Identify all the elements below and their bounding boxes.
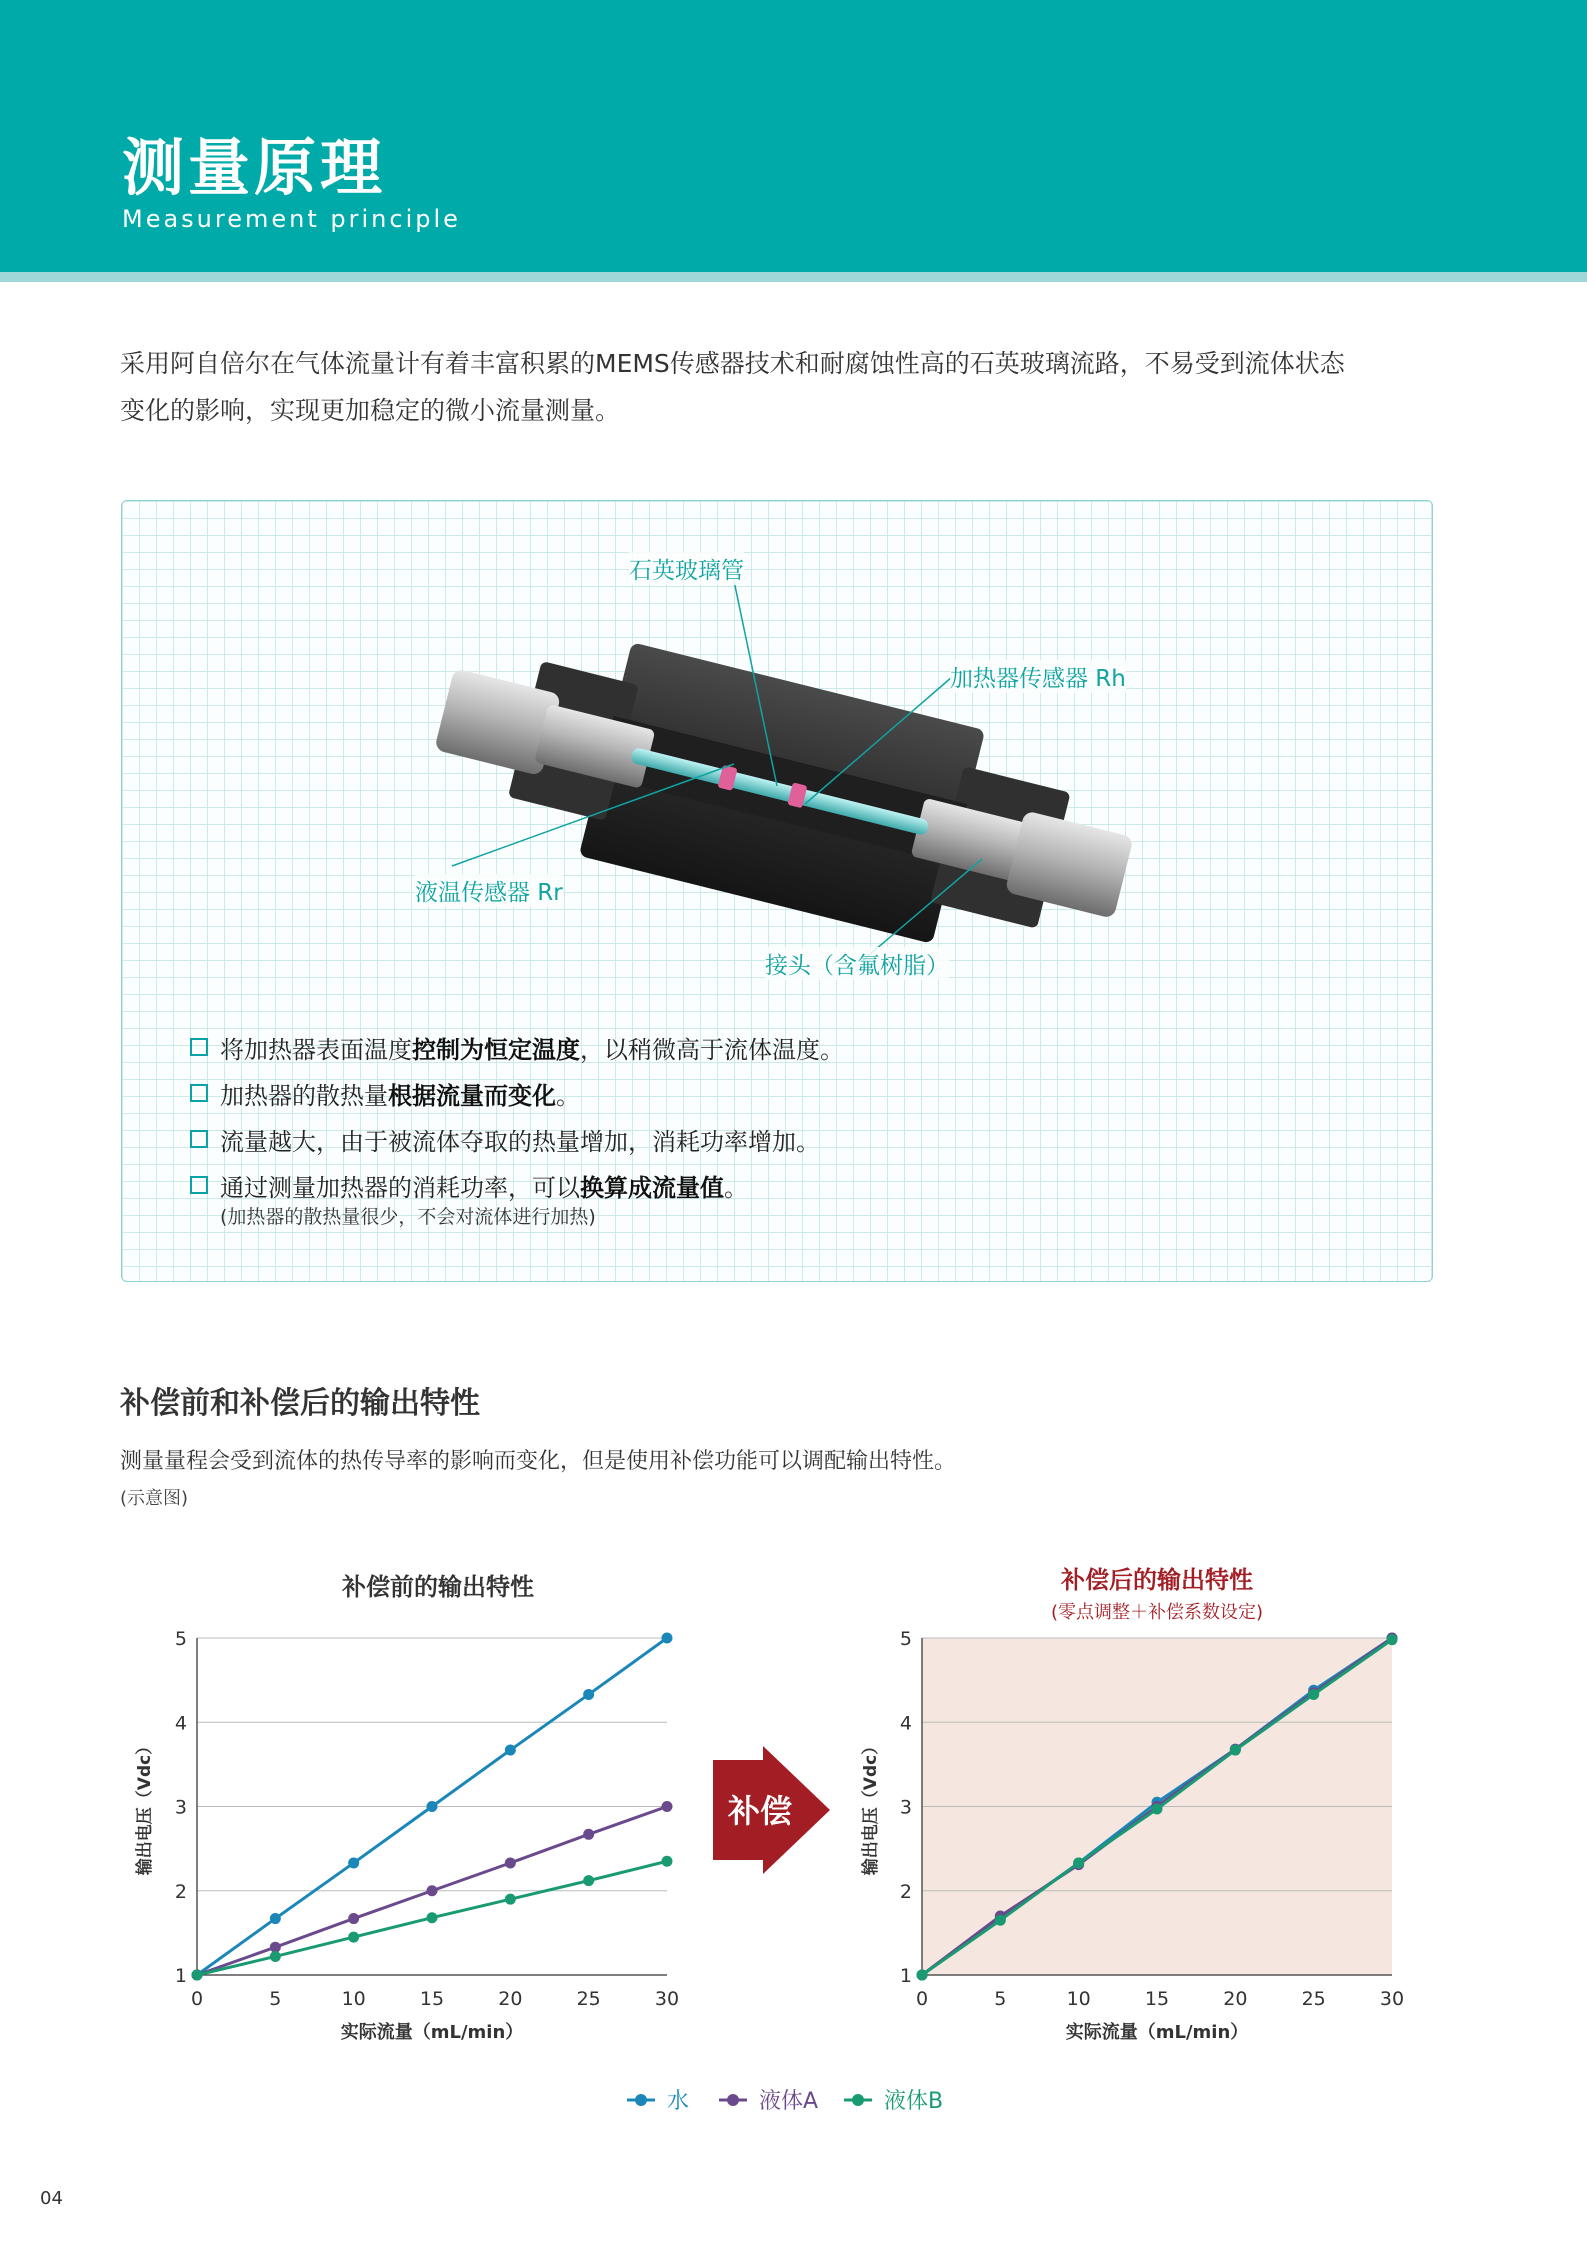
x-tick-label-after: 0 xyxy=(915,1988,929,2010)
data-point-liquid-b-after xyxy=(1152,1804,1163,1815)
x-tick-label-before: 30 xyxy=(654,1988,680,2010)
data-point-liquid-b-before xyxy=(583,1875,594,1886)
data-point-liquid-b-after xyxy=(1230,1745,1241,1756)
x-tick-label-before: 20 xyxy=(498,1988,523,2010)
section-text: 测量量程会受到流体的热传导率的影响而变化，但是使用补偿功能可以调配输出特性。 xyxy=(120,1449,957,1474)
data-point-water-before xyxy=(505,1745,516,1756)
list-item xyxy=(190,1024,844,1070)
x-axis-label-before: 实际流量（mL/min） xyxy=(340,2022,524,2043)
x-tick-label-before: 5 xyxy=(269,1988,282,2010)
callout-glass-tube: 石英玻璃管 xyxy=(629,552,744,585)
chart-title-after: 补偿后的输出特性 xyxy=(1061,1566,1253,1594)
y-axis-label-before: 输出电压（Vdc） xyxy=(135,1737,155,1876)
data-point-liquid-a-before xyxy=(348,1913,359,1924)
legend-marker-liquid-b xyxy=(852,2094,864,2106)
bullet-bold-text: 换算成流量值 xyxy=(580,1173,724,1202)
bullet-text: 。 xyxy=(556,1081,580,1110)
checkbox-square-icon xyxy=(190,1130,208,1148)
y-tick-label-before: 4 xyxy=(174,1712,187,1735)
list-item xyxy=(190,1070,844,1116)
data-point-liquid-b-after xyxy=(1073,1857,1084,1868)
chart-subtitle-after: (零点调整＋补偿系数设定) xyxy=(1050,1602,1264,1623)
page-subtitle: Measurement principle xyxy=(122,205,461,233)
data-point-water-before xyxy=(583,1689,594,1700)
bullet-text: 加热器的散热量 xyxy=(220,1081,388,1110)
data-point-liquid-b-after xyxy=(1308,1689,1319,1700)
y-tick-label-after: 3 xyxy=(899,1796,912,1819)
bullet-text: ，以稍微高于流体温度。 xyxy=(580,1035,844,1064)
x-tick-label-before: 10 xyxy=(341,1988,366,2010)
data-point-liquid-b-before xyxy=(505,1894,516,1905)
data-point-liquid-b-after xyxy=(917,1970,928,1981)
data-point-water-before xyxy=(662,1633,673,1644)
legend-label-water: 水 xyxy=(667,2089,690,2114)
callout-liquid-temp-sensor: 液温传感器 Rr xyxy=(415,874,563,907)
y-tick-label-after: 5 xyxy=(899,1628,912,1650)
data-point-liquid-a-before xyxy=(427,1885,438,1896)
y-tick-label-after: 1 xyxy=(899,1965,912,1987)
bullet-text: 流量越大，由于被流体夺取的热量增加，消耗功率增加。 xyxy=(220,1127,820,1156)
data-point-liquid-b-before xyxy=(270,1951,281,1962)
data-point-water-before xyxy=(348,1857,359,1868)
y-tick-label-after: 2 xyxy=(899,1880,912,1903)
bullet-note: (加热器的散热量很少，不会对流体进行加热) xyxy=(220,1206,596,1228)
bullet-text: 将加热器表面温度 xyxy=(220,1035,412,1064)
y-tick-label-before: 2 xyxy=(174,1880,187,1903)
callout-joint: 接头（含氟树脂） xyxy=(765,947,949,980)
page-number: 04 xyxy=(40,2188,63,2209)
bullet-bold-text: 控制为恒定温度 xyxy=(412,1035,580,1064)
intro-paragraph xyxy=(120,340,1450,434)
data-point-liquid-b-after xyxy=(1387,1634,1398,1645)
bullet-text: 通过测量加热器的消耗功率，可以 xyxy=(220,1173,580,1202)
data-point-liquid-b-before xyxy=(662,1856,673,1867)
intro-line-1: 采用阿自倍尔在气体流量计有着丰富积累的MEMS传感器技术和耐腐蚀性高的石英玻璃流路，不易受到流体状态 xyxy=(120,349,1345,378)
data-point-liquid-a-before xyxy=(583,1829,594,1840)
checkbox-square-icon xyxy=(190,1038,208,1056)
y-tick-label-before: 1 xyxy=(174,1965,187,1987)
data-point-liquid-b-before xyxy=(427,1912,438,1923)
page-title: 测量原理 xyxy=(122,131,387,204)
intro-line-2: 变化的影响，实现更加稳定的微小流量测量。 xyxy=(120,396,621,425)
chart-legend xyxy=(627,2089,943,2114)
data-point-liquid-b-before xyxy=(348,1932,359,1943)
section-note: (示意图) xyxy=(120,1488,189,1509)
x-tick-label-before: 0 xyxy=(190,1988,204,2010)
output-characteristics-charts xyxy=(0,1550,1587,2120)
header-band xyxy=(0,0,1587,272)
legend-label-liquid-a: 液体A xyxy=(759,2089,819,2114)
x-axis-label-after: 实际流量（mL/min） xyxy=(1065,2022,1249,2043)
list-item xyxy=(190,1116,844,1162)
data-point-water-before xyxy=(427,1801,438,1812)
bullet-bold-text: 根据流量而变化 xyxy=(388,1081,556,1110)
data-point-liquid-b-before xyxy=(192,1970,203,1981)
x-tick-label-after: 10 xyxy=(1066,1988,1091,2010)
header-strip xyxy=(0,272,1587,282)
section-title: 补偿前和补偿后的输出特性 xyxy=(120,1386,480,1421)
y-tick-label-before: 3 xyxy=(174,1796,187,1819)
y-axis-label-after: 输出电压（Vdc） xyxy=(861,1737,881,1876)
checkbox-square-icon xyxy=(190,1084,208,1102)
data-point-liquid-a-before xyxy=(505,1857,516,1868)
principle-bullet-list xyxy=(190,1024,844,1229)
legend-marker-liquid-a xyxy=(727,2094,739,2106)
data-point-liquid-a-before xyxy=(662,1801,673,1812)
checkbox-square-icon xyxy=(190,1176,208,1194)
data-point-liquid-b-after xyxy=(995,1915,1006,1926)
x-tick-label-after: 25 xyxy=(1301,1988,1326,2010)
y-tick-label-before: 5 xyxy=(174,1628,187,1650)
legend-marker-water xyxy=(635,2094,647,2106)
x-tick-label-after: 5 xyxy=(994,1988,1007,2010)
chart-title-before: 补偿前的输出特性 xyxy=(342,1573,534,1601)
legend-label-liquid-b: 液体B xyxy=(884,2089,944,2114)
callout-heater-sensor: 加热器传感器 Rh xyxy=(950,660,1126,693)
compensation-arrow-label: 补偿 xyxy=(727,1792,793,1830)
x-tick-label-before: 25 xyxy=(576,1988,601,2010)
y-tick-label-after: 4 xyxy=(899,1712,912,1735)
x-tick-label-before: 15 xyxy=(419,1988,445,2010)
bullet-text: 。 xyxy=(724,1173,748,1202)
x-tick-label-after: 20 xyxy=(1223,1988,1248,2010)
x-tick-label-after: 30 xyxy=(1379,1988,1405,2010)
data-point-water-before xyxy=(270,1913,281,1924)
x-tick-label-after: 15 xyxy=(1144,1988,1170,2010)
